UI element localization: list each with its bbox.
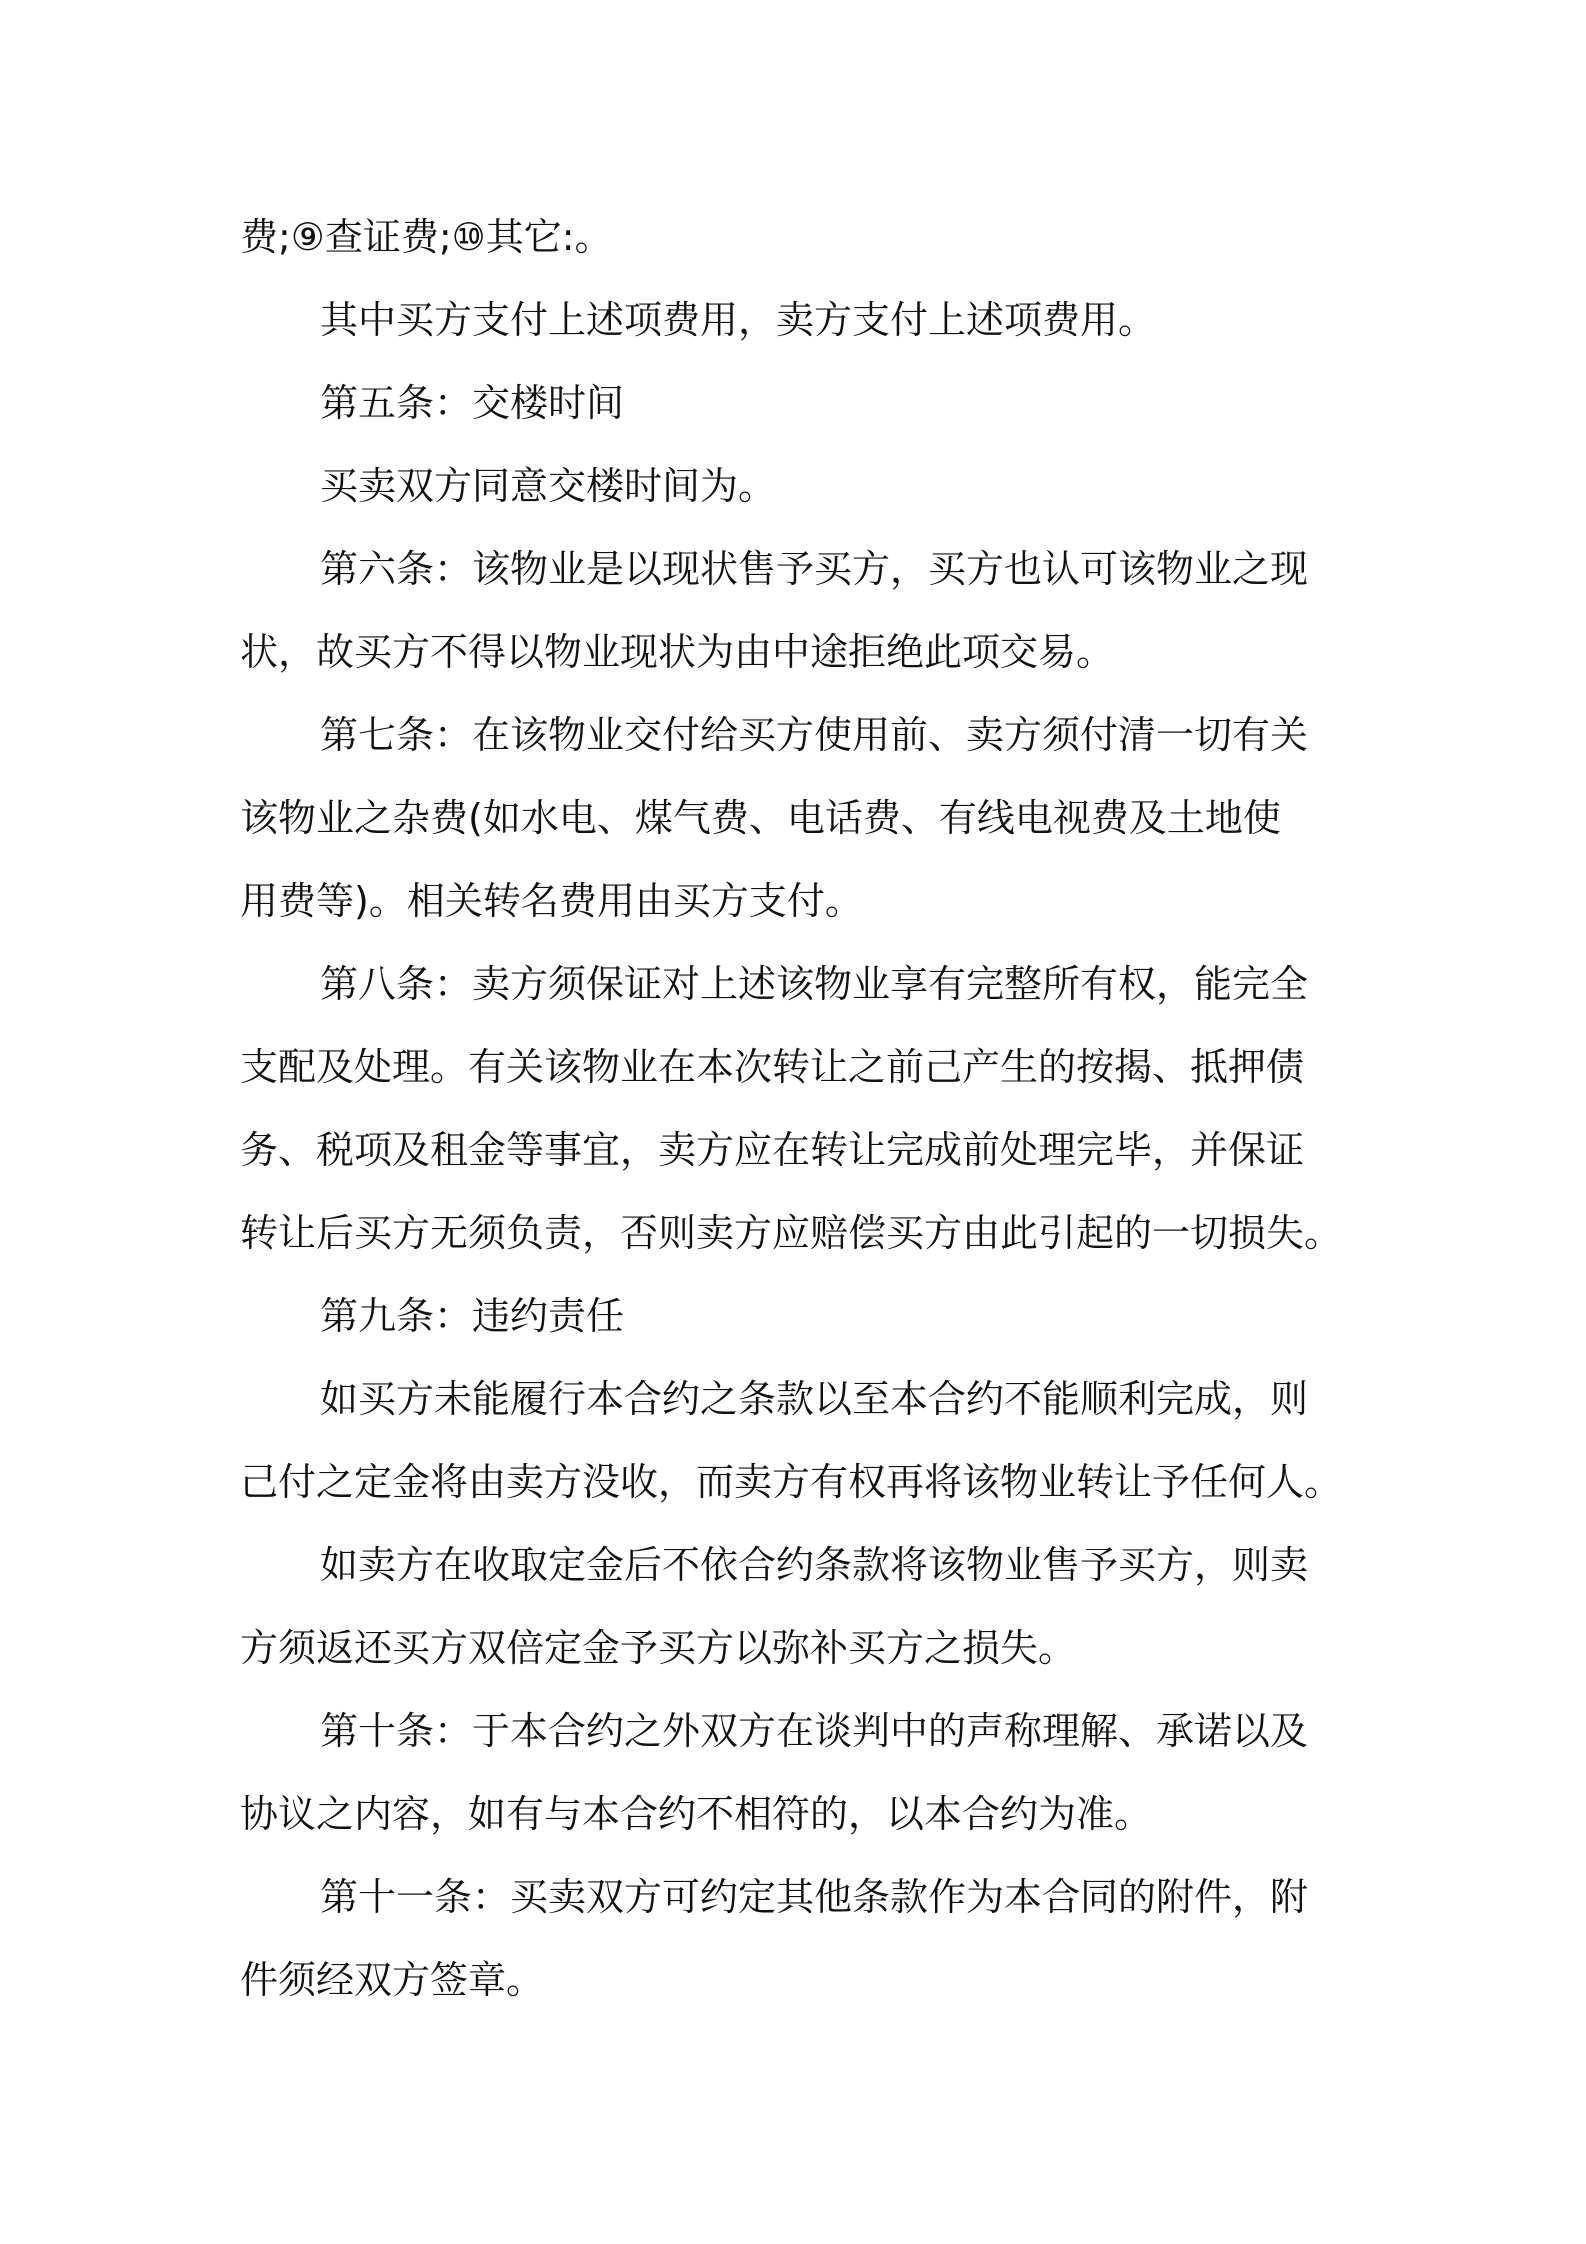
- contract-line: 用费等)。相关转名费用由买方支付。: [240, 879, 863, 923]
- contract-line: 支配及处理。有关该物业在本次转让之前己产生的按揭、抵押债: [240, 1045, 1305, 1089]
- contract-line: 第十条：于本合约之外双方在谈判中的声称理解、承诺以及: [320, 1709, 1309, 1753]
- contract-line: 其中买方支付上述项费用，卖方支付上述项费用。: [320, 298, 1157, 342]
- contract-line: 转让后买方无须负责，否则卖方应赔偿买方由此引起的一切损失。: [240, 1211, 1343, 1255]
- contract-line: 买卖双方同意交楼时间为。: [320, 464, 777, 508]
- contract-body: [240, 196, 1380, 2022]
- contract-line: 费;⑨查证费;⑩其它:。: [240, 215, 613, 259]
- contract-line: 第七条：在该物业交付给买方使用前、卖方须付清一切有关: [320, 713, 1309, 757]
- article-heading: 第五条：交楼时间: [320, 381, 625, 425]
- contract-line: 第八条：卖方须保证对上述该物业享有完整所有权，能完全: [320, 962, 1309, 1006]
- contract-line: 协议之内容，如有与本合约不相符的，以本合约为准。: [240, 1792, 1153, 1836]
- contract-line: 第十一条：买卖双方可约定其他条款作为本合同的附件，附: [320, 1875, 1309, 1919]
- contract-line: 方须返还买方双倍定金予买方以弥补买方之损失。: [240, 1626, 1077, 1670]
- contract-line: 状，故买方不得以物业现状为由中途拒绝此项交易。: [240, 630, 1115, 674]
- contract-line: 如卖方在收取定金后不依合约条款将该物业售予买方，则卖: [320, 1543, 1309, 1587]
- contract-line: 务、税项及租金等事宜，卖方应在转让完成前处理完毕，并保证: [240, 1128, 1305, 1172]
- contract-line: 第六条：该物业是以现状售予买方，买方也认可该物业之现: [320, 547, 1309, 591]
- contract-line: 己付之定金将由卖方没收，而卖方有权再将该物业转让予任何人。: [240, 1460, 1343, 1504]
- contract-line: 该物业之杂费(如水电、煤气费、电话费、有线电视费及土地使: [240, 796, 1281, 840]
- contract-line: 件须经双方签章。: [240, 1958, 545, 2002]
- contract-line: 如买方未能履行本合约之条款以至本合约不能顺利完成，则: [320, 1377, 1309, 1421]
- article-heading: 第九条：违约责任: [320, 1294, 625, 1338]
